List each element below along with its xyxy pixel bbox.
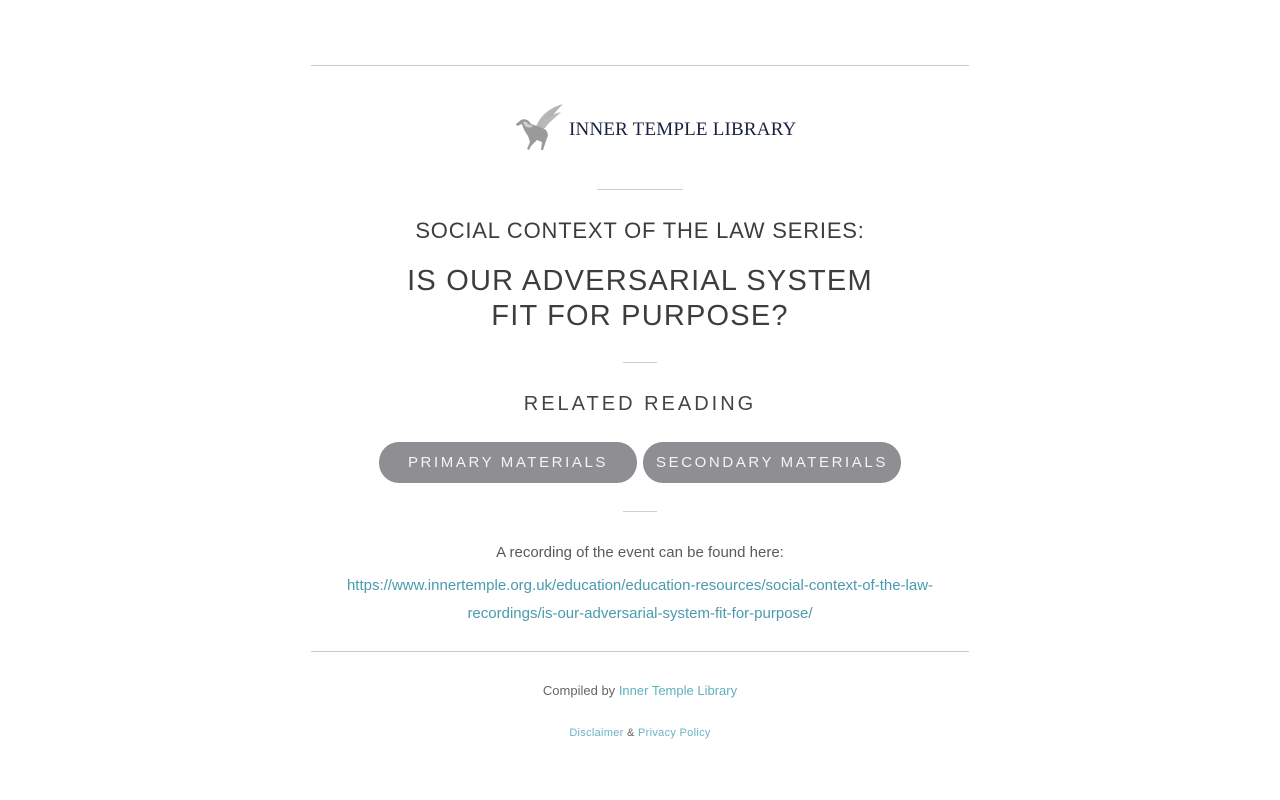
bottom-divider: [311, 651, 969, 652]
disclaimer-link[interactable]: Disclaimer: [569, 727, 624, 739]
privacy-policy-link[interactable]: Privacy Policy: [638, 727, 711, 739]
title-line-2: FIT FOR PURPOSE?: [491, 300, 789, 332]
top-divider: [311, 65, 969, 66]
inner-temple-library-link[interactable]: Inner Temple Library: [618, 683, 738, 698]
compiled-by-prefix: Compiled by: [542, 683, 616, 698]
pegasus-icon: [513, 102, 565, 157]
legal-links: [311, 727, 969, 739]
divider: [623, 362, 657, 363]
page-container: [311, 0, 969, 800]
logo-text: INNER TEMPLE LIBRARY: [569, 119, 797, 140]
recording-label: A recording of the event can be found here:: [496, 544, 784, 561]
recording-link[interactable]: https://www.innertemple.org.uk/education/education-resources/social-context-of-the-law-recordings/is-our-adversarial-system-fit-for-purpose/: [346, 577, 934, 622]
secondary-materials-button[interactable]: SECONDARY MATERIALS: [643, 442, 901, 483]
logo[interactable]: [513, 104, 796, 154]
title-line-1: IS OUR ADVERSARIAL SYSTEM: [407, 265, 873, 297]
materials-buttons: [379, 442, 901, 483]
related-reading-heading: RELATED READING: [523, 393, 757, 415]
series-heading: SOCIAL CONTEXT OF THE LAW SERIES:: [415, 218, 865, 243]
compiled-by: [311, 683, 969, 698]
divider: [597, 189, 683, 190]
page-title: [311, 264, 969, 334]
divider: [623, 511, 657, 512]
primary-materials-button[interactable]: PRIMARY MATERIALS: [379, 442, 637, 483]
ampersand: &: [627, 727, 635, 739]
